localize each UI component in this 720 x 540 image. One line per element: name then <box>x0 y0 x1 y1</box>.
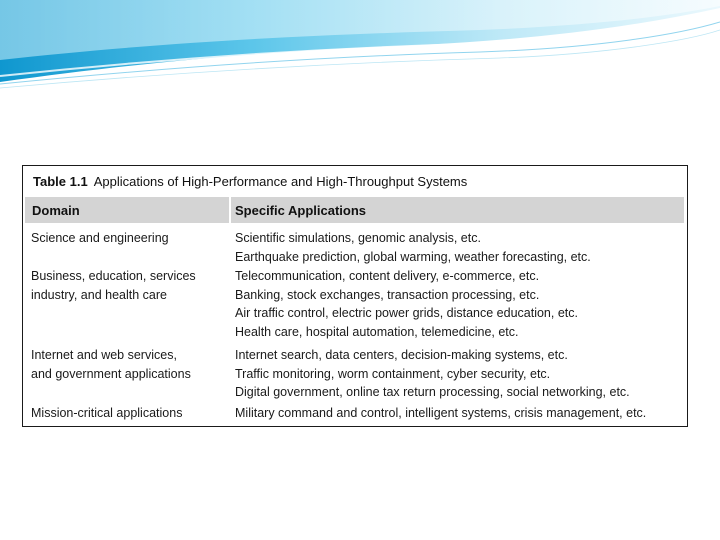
applications-table <box>22 165 688 427</box>
application-line: Telecommunication, content delivery, e-commerce, etc. <box>235 269 540 283</box>
applications-cell <box>235 267 578 341</box>
application-line: Banking, stock exchanges, transaction processing, etc. <box>235 287 540 302</box>
domain-cell <box>31 229 169 248</box>
domain-line: and government applications <box>31 366 191 381</box>
column-divider <box>229 197 231 223</box>
table-caption-title: Applications of High-Performance and High-Throughput Systems <box>93 174 468 189</box>
application-line: Digital government, online tax return processing, social networking, etc. <box>235 385 630 399</box>
domain-cell <box>31 346 191 383</box>
application-line: Health care, hospital automation, telemedicine, etc. <box>235 324 519 339</box>
column-header-applications: Specific Applications <box>235 203 366 218</box>
slide-header-wave <box>0 0 720 110</box>
application-line: Air traffic control, electric power grids, distance education, etc. <box>235 306 578 320</box>
application-line: Traffic monitoring, worm containment, cyber security, etc. <box>235 366 551 381</box>
domain-line: Mission-critical applications <box>31 406 183 420</box>
applications-cell <box>235 229 591 266</box>
application-line: Scientific simulations, genomic analysis, etc. <box>235 231 481 245</box>
domain-cell <box>31 404 182 423</box>
column-header-domain: Domain <box>32 203 80 218</box>
table-caption-label: Table 1.1 <box>33 174 88 189</box>
application-line: Military command and control, intelligent systems, crisis management, etc. <box>235 406 647 420</box>
domain-line: Business, education, services <box>31 269 196 283</box>
table-header-row <box>25 197 684 223</box>
applications-cell <box>235 404 646 423</box>
table-caption <box>33 174 467 189</box>
domain-line: Internet and web services, <box>31 348 177 362</box>
applications-cell <box>235 346 630 402</box>
domain-line: industry, and health care <box>31 287 167 302</box>
domain-cell <box>31 267 196 304</box>
application-line: Earthquake prediction, global warming, weather forecasting, etc. <box>235 249 591 264</box>
application-line: Internet search, data centers, decision-making systems, etc. <box>235 348 568 362</box>
domain-line: Science and engineering <box>31 231 169 245</box>
